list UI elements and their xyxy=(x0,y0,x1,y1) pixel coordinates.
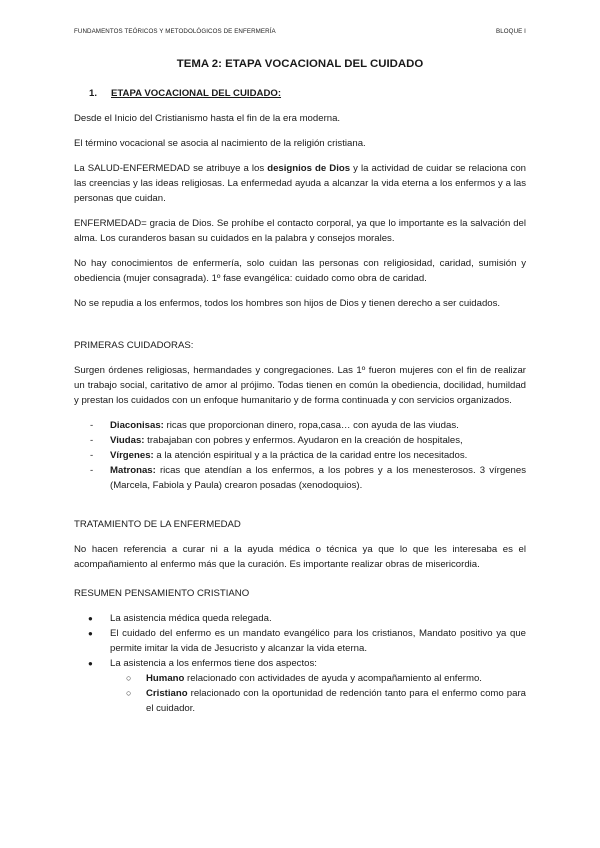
list-term: Matronas: xyxy=(110,465,156,476)
bullet-marker: ● xyxy=(88,629,93,638)
sublist-item xyxy=(110,686,526,716)
list-item xyxy=(74,448,526,463)
list-term: Vírgenes: xyxy=(110,450,154,461)
circle-marker: ○ xyxy=(126,673,132,683)
resumen-list xyxy=(74,611,526,716)
list-text: La asistencia médica queda relegada. xyxy=(110,613,272,624)
subheading-primeras-cuidadoras: PRIMERAS CUIDADORAS: xyxy=(74,340,194,351)
dash-marker: - xyxy=(90,420,94,431)
list-text: ricas que atendían a los enfermos, a los pobres y a los menesterosos. 3 vírgenes (Marcela, Fabiola y Paula) crearon posadas (xenodoquios). xyxy=(110,465,526,491)
circle-marker: ○ xyxy=(126,688,132,698)
dash-marker: - xyxy=(90,465,94,476)
running-header-block: BLOQUE I xyxy=(495,28,526,35)
bold-run-designios: designios de Dios xyxy=(267,163,351,174)
subheading-resumen: RESUMEN PENSAMIENTO CRISTIANO xyxy=(74,588,250,599)
paragraph-salud-enfermedad xyxy=(74,161,526,206)
list-text: trabajaban con pobres y enfermos. Ayudaron en la creación de hospitales, xyxy=(144,435,463,446)
paragraph-vocacional: El término vocacional se asocia al nacimiento de la religión cristiana. xyxy=(74,138,366,149)
list-item xyxy=(74,463,526,493)
paragraph-repudia: No se repudia a los enfermos, todos los hombres son hijos de Dios y tienen derecho a ser cuidados. xyxy=(74,298,501,309)
cuidadoras-list xyxy=(74,418,526,493)
paragraph-tratamiento: No hacen referencia a curar ni a la ayuda médica o técnica ya que lo que les interesaba es el acompañamiento al enfermo más que la curación. Es importante realizar obras de misericordia. xyxy=(74,544,526,570)
list-term: Cristiano xyxy=(146,688,188,699)
list-text: relacionado con la oportunidad de redención tanto para el enfermo como para el cuidador. xyxy=(146,688,526,714)
aspectos-sublist xyxy=(110,671,526,716)
section-heading-text: ETAPA VOCACIONAL DEL CUIDADO: xyxy=(111,88,282,99)
list-item xyxy=(74,656,526,716)
list-item xyxy=(74,611,526,626)
document-body xyxy=(74,86,526,716)
sublist-item xyxy=(110,671,526,686)
section-heading-etapa xyxy=(74,86,526,101)
list-text: a la atención espiritual y a la práctica de la caridad entre los necesitados. xyxy=(153,450,468,461)
bullet-marker: ● xyxy=(88,659,93,668)
list-item xyxy=(74,418,526,433)
bullet-marker: ● xyxy=(88,614,93,623)
list-text: relacionado con actividades de ayuda y acompañamiento al enfermo. xyxy=(184,673,482,684)
running-header-course: FUNDAMENTOS TEÓRICOS Y METODOLÓGICOS DE ENFERMERÍA xyxy=(74,28,276,35)
list-text: El cuidado del enfermo es un mandato evangélico para los cristianos, Mandato positivo ya que permite imitar la vida de Jesucristo y alcanzar la vida eterna. xyxy=(110,628,526,654)
page-title: TEMA 2: ETAPA VOCACIONAL DEL CUIDADO xyxy=(176,58,424,70)
list-text: La asistencia a los enfermos tiene dos aspectos: xyxy=(110,658,317,669)
paragraph-inicio: Desde el Inicio del Cristianismo hasta el fin de la era moderna. xyxy=(74,113,341,124)
text-run: y la actividad de cuidar se relaciona con las creencias y las ideas religiosas. La enfermedad ayuda a alcanzar la vida eterna a los enfermos y a las personas que cuidan. xyxy=(74,163,526,204)
subheading-tratamiento: TRATAMIENTO DE LA ENFERMEDAD xyxy=(74,519,241,530)
dash-marker: - xyxy=(90,450,94,461)
list-item xyxy=(74,626,526,656)
text-run: La SALUD-ENFERMEDAD se atribuye a los xyxy=(74,163,268,174)
paragraph-conocimientos: No hay conocimientos de enfermería, solo cuidan las personas con religiosidad, caridad, sumisión y obediencia (mujer consagrada). 1º fase evangélica: cuidado como obra de caridad. xyxy=(74,258,526,284)
paragraph-enfermedad-gracia: ENFERMEDAD= gracia de Dios. Se prohíbe el contacto corporal, ya que lo importante es la salvación del alma. Los curanderos basan su cuidados en la palabra y consejos morales. xyxy=(74,218,526,244)
list-text: ricas que proporcionan dinero, ropa,casa… con ayuda de las viudas. xyxy=(163,420,459,431)
list-term: Diaconisas: xyxy=(110,420,164,431)
dash-marker: - xyxy=(90,435,94,446)
list-term: Humano xyxy=(146,673,185,684)
list-item xyxy=(74,433,526,448)
section-number: 1. xyxy=(89,88,98,99)
paragraph-ordenes: Surgen órdenes religiosas, hermandades y congregaciones. Las 1º fueron mujeres con el fin de realizar un trabajo social, caritativo de amor al prójimo. Todas tienen en común la obediencia, docilidad, humildad y prestan los cuidados con un enfoque humanitario y de forma continuada y con servicios organizados. xyxy=(74,365,526,406)
list-term: Viudas: xyxy=(110,435,145,446)
